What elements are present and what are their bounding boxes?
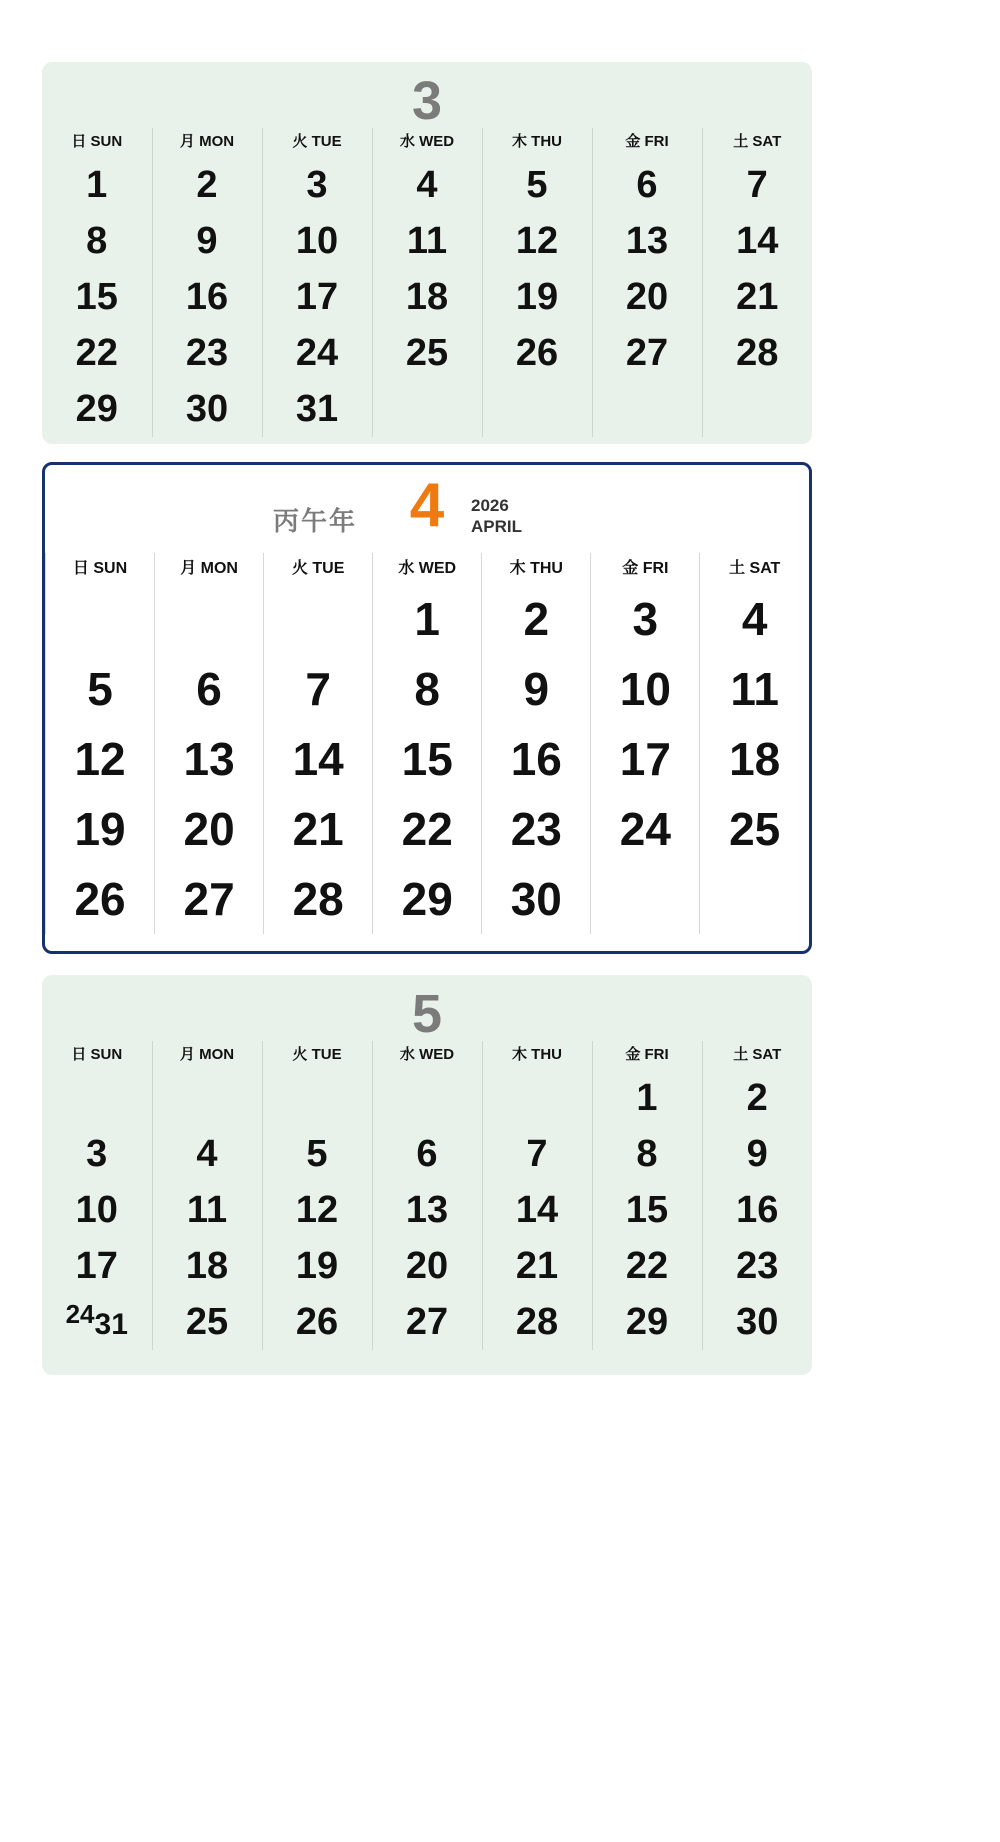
day-cell: 23 <box>152 325 262 381</box>
day-cell: 10 <box>591 654 700 724</box>
day-cell <box>591 864 700 934</box>
day-cell <box>155 584 264 654</box>
day-cell: 23 <box>482 794 591 864</box>
month-block-current <box>42 462 812 954</box>
day-cell: 29 <box>75 388 118 430</box>
week-row <box>42 213 812 269</box>
day-cell: 26 <box>46 864 155 934</box>
week-row <box>42 269 812 325</box>
day-cell: 30 <box>702 1294 812 1350</box>
day-cell: 3 <box>591 584 700 654</box>
day-cell: 11 <box>372 213 482 269</box>
weekday-mon: 月 MON <box>155 553 264 584</box>
day-cell: 24 <box>591 794 700 864</box>
day-cell <box>700 864 809 934</box>
day-cell: 1 <box>373 584 482 654</box>
month-number-current: 4 <box>409 471 445 540</box>
week-row <box>42 1070 812 1126</box>
date-24: 24 <box>65 1299 95 1329</box>
weekday-fri: 金 FRI <box>592 128 702 157</box>
day-cell: 25 <box>152 1294 262 1350</box>
weekday-wed: 水 WED <box>373 553 482 584</box>
day-cell: 19 <box>482 269 592 325</box>
day-cell: 17 <box>591 724 700 794</box>
month-header-next <box>42 975 812 1044</box>
day-cell: 14 <box>702 213 812 269</box>
day-cell: 13 <box>155 724 264 794</box>
day-cell: 23 <box>702 1238 812 1294</box>
day-cell <box>482 381 592 437</box>
day-cell: 28 <box>482 1294 592 1350</box>
day-cell: 24 <box>262 325 372 381</box>
weekday-sun: 日 SUN <box>71 1046 123 1063</box>
day-cell <box>702 381 812 437</box>
weekday-header-row <box>42 128 812 157</box>
weekday-tue: 火 TUE <box>262 1041 372 1070</box>
weekday-fri: 金 FRI <box>592 1041 702 1070</box>
day-cell: 1 <box>86 164 108 206</box>
month-block-next <box>42 975 812 1375</box>
day-cell: 11 <box>700 654 809 724</box>
dual-date <box>65 1299 128 1341</box>
day-cell <box>482 1070 592 1126</box>
weekday-sat: 土 SAT <box>702 1041 812 1070</box>
day-cell: 18 <box>372 269 482 325</box>
day-cell: 17 <box>75 1245 118 1287</box>
year-label: 2026 <box>471 496 509 515</box>
day-cell <box>46 584 155 654</box>
weekday-tue: 火 TUE <box>262 128 372 157</box>
day-cell: 20 <box>592 269 702 325</box>
day-cell: 15 <box>592 1182 702 1238</box>
day-cell <box>592 381 702 437</box>
day-cell: 7 <box>702 157 812 213</box>
day-cell: 11 <box>152 1182 262 1238</box>
day-cell: 2 <box>152 157 262 213</box>
day-cell: 27 <box>592 325 702 381</box>
day-cell: 12 <box>482 213 592 269</box>
zodiac-year-label: 丙午年 <box>272 506 357 536</box>
day-cell: 25 <box>372 325 482 381</box>
day-cell: 13 <box>372 1182 482 1238</box>
day-cell: 6 <box>592 157 702 213</box>
day-cell: 31 <box>262 381 372 437</box>
weekday-thu: 木 THU <box>482 128 592 157</box>
day-cell: 12 <box>262 1182 372 1238</box>
week-row <box>42 381 812 437</box>
day-cell: 5 <box>482 157 592 213</box>
day-cell: 15 <box>373 724 482 794</box>
day-cell: 28 <box>702 325 812 381</box>
calendar-grid-next <box>42 1041 812 1350</box>
day-cell: 28 <box>264 864 373 934</box>
day-cell: 14 <box>482 1182 592 1238</box>
weekday-fri: 金 FRI <box>591 553 700 584</box>
weekday-thu: 木 THU <box>482 1041 592 1070</box>
day-cell: 22 <box>75 332 118 374</box>
day-cell: 2 <box>482 584 591 654</box>
weekday-header-row <box>46 553 810 584</box>
day-cell: 3 <box>262 157 372 213</box>
day-cell: 27 <box>372 1294 482 1350</box>
day-cell: 14 <box>264 724 373 794</box>
day-cell: 29 <box>592 1294 702 1350</box>
day-cell: 4 <box>152 1126 262 1182</box>
week-row <box>46 864 810 934</box>
year-month-label <box>471 495 522 538</box>
day-cell: 17 <box>262 269 372 325</box>
month-number-previous: 3 <box>411 71 443 131</box>
day-cell: 9 <box>152 213 262 269</box>
day-cell: 2 <box>702 1070 812 1126</box>
calendar-grid-current <box>45 553 809 934</box>
week-row <box>42 1238 812 1294</box>
day-cell: 16 <box>152 269 262 325</box>
weekday-tue: 火 TUE <box>264 553 373 584</box>
day-cell: 8 <box>592 1126 702 1182</box>
day-cell: 8 <box>86 220 108 262</box>
day-cell: 7 <box>264 654 373 724</box>
weekday-header-row <box>42 1041 812 1070</box>
day-cell: 21 <box>264 794 373 864</box>
day-cell: 13 <box>592 213 702 269</box>
day-cell: 9 <box>702 1126 812 1182</box>
week-row <box>42 1126 812 1182</box>
weekday-wed: 水 WED <box>372 1041 482 1070</box>
weekday-sat: 土 SAT <box>702 128 812 157</box>
weekday-wed: 水 WED <box>372 128 482 157</box>
weekday-sun: 日 SUN <box>71 133 123 150</box>
month-header-current <box>45 465 809 553</box>
day-cell <box>264 584 373 654</box>
day-cell: 18 <box>700 724 809 794</box>
week-row <box>46 794 810 864</box>
month-number-next: 5 <box>411 984 443 1044</box>
day-cell: 30 <box>152 381 262 437</box>
day-cell: 21 <box>702 269 812 325</box>
day-cell: 16 <box>482 724 591 794</box>
week-row <box>42 1182 812 1238</box>
day-cell: 10 <box>75 1189 118 1231</box>
day-cell <box>262 1070 372 1126</box>
day-cell: 25 <box>700 794 809 864</box>
day-cell <box>372 1070 482 1126</box>
day-cell: 22 <box>592 1238 702 1294</box>
day-cell: 7 <box>482 1126 592 1182</box>
day-cell: 19 <box>262 1238 372 1294</box>
day-cell: 8 <box>373 654 482 724</box>
day-cell: 22 <box>373 794 482 864</box>
month-header-previous <box>42 62 812 131</box>
day-cell: 6 <box>372 1126 482 1182</box>
week-row <box>46 654 810 724</box>
day-cell <box>42 1070 152 1126</box>
day-cell: 27 <box>155 864 264 934</box>
day-cell: 5 <box>262 1126 372 1182</box>
day-cell: 21 <box>482 1238 592 1294</box>
calendar-grid-previous <box>42 128 812 437</box>
day-cell-dual <box>42 1294 152 1350</box>
day-cell: 9 <box>482 654 591 724</box>
weekday-mon: 月 MON <box>152 128 262 157</box>
day-cell: 20 <box>155 794 264 864</box>
month-english-label: APRIL <box>471 517 522 537</box>
day-cell: 20 <box>372 1238 482 1294</box>
date-31: 31 <box>94 1308 128 1341</box>
day-cell: 6 <box>155 654 264 724</box>
day-cell <box>372 381 482 437</box>
day-cell: 12 <box>46 724 155 794</box>
day-cell: 1 <box>592 1070 702 1126</box>
weekday-sun: 日 SUN <box>46 553 155 584</box>
weekday-thu: 木 THU <box>482 553 591 584</box>
day-cell: 15 <box>75 276 118 318</box>
day-cell: 30 <box>482 864 591 934</box>
weekday-sat: 土 SAT <box>700 553 809 584</box>
day-cell: 5 <box>46 654 155 724</box>
day-cell <box>152 1070 262 1126</box>
week-row <box>42 325 812 381</box>
day-cell: 26 <box>262 1294 372 1350</box>
day-cell: 26 <box>482 325 592 381</box>
day-cell: 3 <box>86 1133 108 1175</box>
day-cell: 4 <box>372 157 482 213</box>
month-block-previous <box>42 62 812 444</box>
weekday-mon: 月 MON <box>152 1041 262 1070</box>
day-cell: 16 <box>702 1182 812 1238</box>
day-cell: 4 <box>700 584 809 654</box>
day-cell: 10 <box>262 213 372 269</box>
week-row <box>42 1294 812 1350</box>
week-row <box>46 724 810 794</box>
week-row <box>46 584 810 654</box>
week-row <box>42 157 812 213</box>
day-cell: 29 <box>373 864 482 934</box>
day-cell: 19 <box>46 794 155 864</box>
day-cell: 18 <box>152 1238 262 1294</box>
